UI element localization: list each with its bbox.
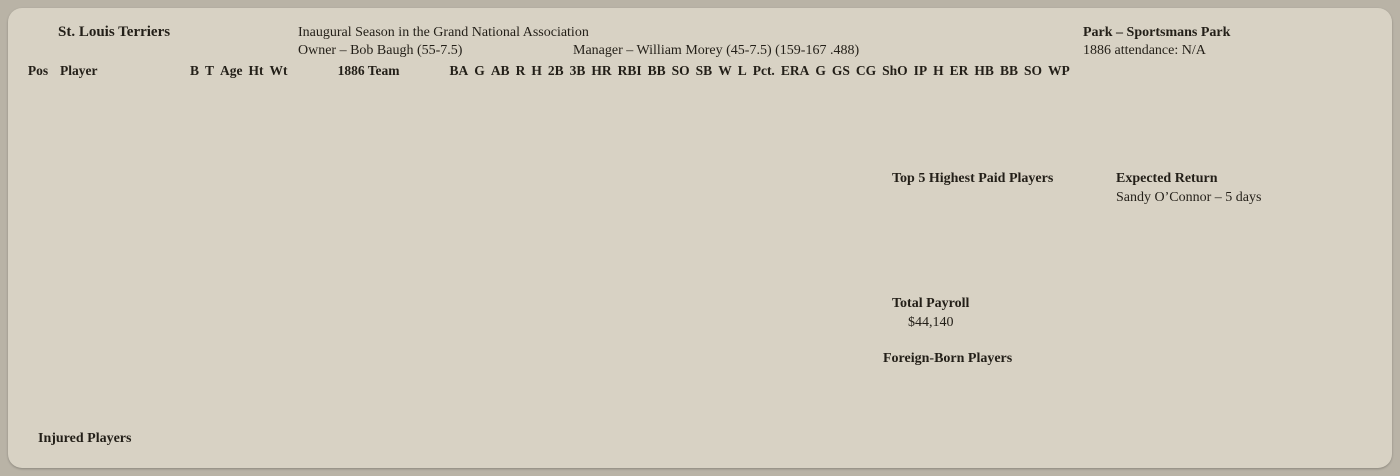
roster-col-ab: AB	[490, 63, 510, 78]
roster-col-g: G	[815, 63, 826, 78]
roster-col-t: T	[205, 63, 215, 78]
roster-col-wp: WP	[1047, 63, 1070, 78]
roster-header-row	[22, 63, 1073, 81]
roster-col-pos: Pos	[27, 63, 49, 78]
team-report-card	[8, 8, 1392, 468]
owner-line: Owner – Bob Baugh (55-7.5)	[298, 43, 463, 58]
roster-col-b: B	[190, 63, 200, 78]
roster-col-ba: BA	[449, 63, 469, 78]
roster-col-pct-: Pct.	[752, 63, 775, 78]
total-payroll-title: Total Payroll	[892, 296, 970, 311]
roster-col-hb: HB	[974, 63, 994, 78]
roster-col-gs: GS	[831, 63, 850, 78]
attendance-line: 1886 attendance: N/A	[1083, 43, 1206, 58]
roster-col-so: SO	[1023, 63, 1042, 78]
highest-paid-title: Top 5 Highest Paid Players	[892, 171, 1054, 186]
season-line: Inaugural Season in the Grand National Association	[298, 25, 589, 40]
roster-col-hr: HR	[591, 63, 612, 78]
roster-col-1886-team: 1886 Team	[337, 63, 400, 78]
roster-col-g: G	[474, 63, 485, 78]
roster-col-r: R	[515, 63, 526, 78]
roster-col-w: W	[718, 63, 732, 78]
roster-col-ip: IP	[913, 63, 928, 78]
roster-col-2b: 2B	[547, 63, 564, 78]
roster-col-ht: Ht	[248, 63, 264, 78]
team-name: St. Louis Terriers	[58, 24, 171, 40]
park-line: Park – Sportsmans Park	[1083, 25, 1231, 40]
roster-col-so: SO	[671, 63, 690, 78]
roster-col-player: Player	[60, 63, 98, 78]
roster-col-cg: CG	[855, 63, 877, 78]
roster-col-rbi: RBI	[617, 63, 642, 78]
roster-col-l: L	[737, 63, 747, 78]
roster-col-h: H	[531, 63, 542, 78]
roster-col-wt: Wt	[269, 63, 288, 78]
roster-col-bb: BB	[999, 63, 1018, 78]
expected-return-title: Expected Return	[1116, 171, 1218, 186]
roster-col-3b: 3B	[569, 63, 586, 78]
expected-return-value: Sandy O’Connor – 5 days	[1116, 190, 1262, 205]
roster-table	[22, 63, 1073, 81]
roster-col-era: ERA	[780, 63, 810, 78]
roster-col-sho: ShO	[882, 63, 908, 78]
roster-col-bb: BB	[647, 63, 666, 78]
total-payroll-value: $44,140	[908, 315, 954, 330]
foreign-born-title: Foreign-Born Players	[883, 351, 1013, 366]
roster-col-sb: SB	[695, 63, 713, 78]
roster-col-er: ER	[949, 63, 969, 78]
roster-col-h: H	[933, 63, 944, 78]
manager-line: Manager – William Morey (45-7.5) (159-167 .488)	[573, 43, 860, 58]
roster-col-age: Age	[220, 63, 243, 78]
injured-players-title: Injured Players	[38, 431, 132, 446]
